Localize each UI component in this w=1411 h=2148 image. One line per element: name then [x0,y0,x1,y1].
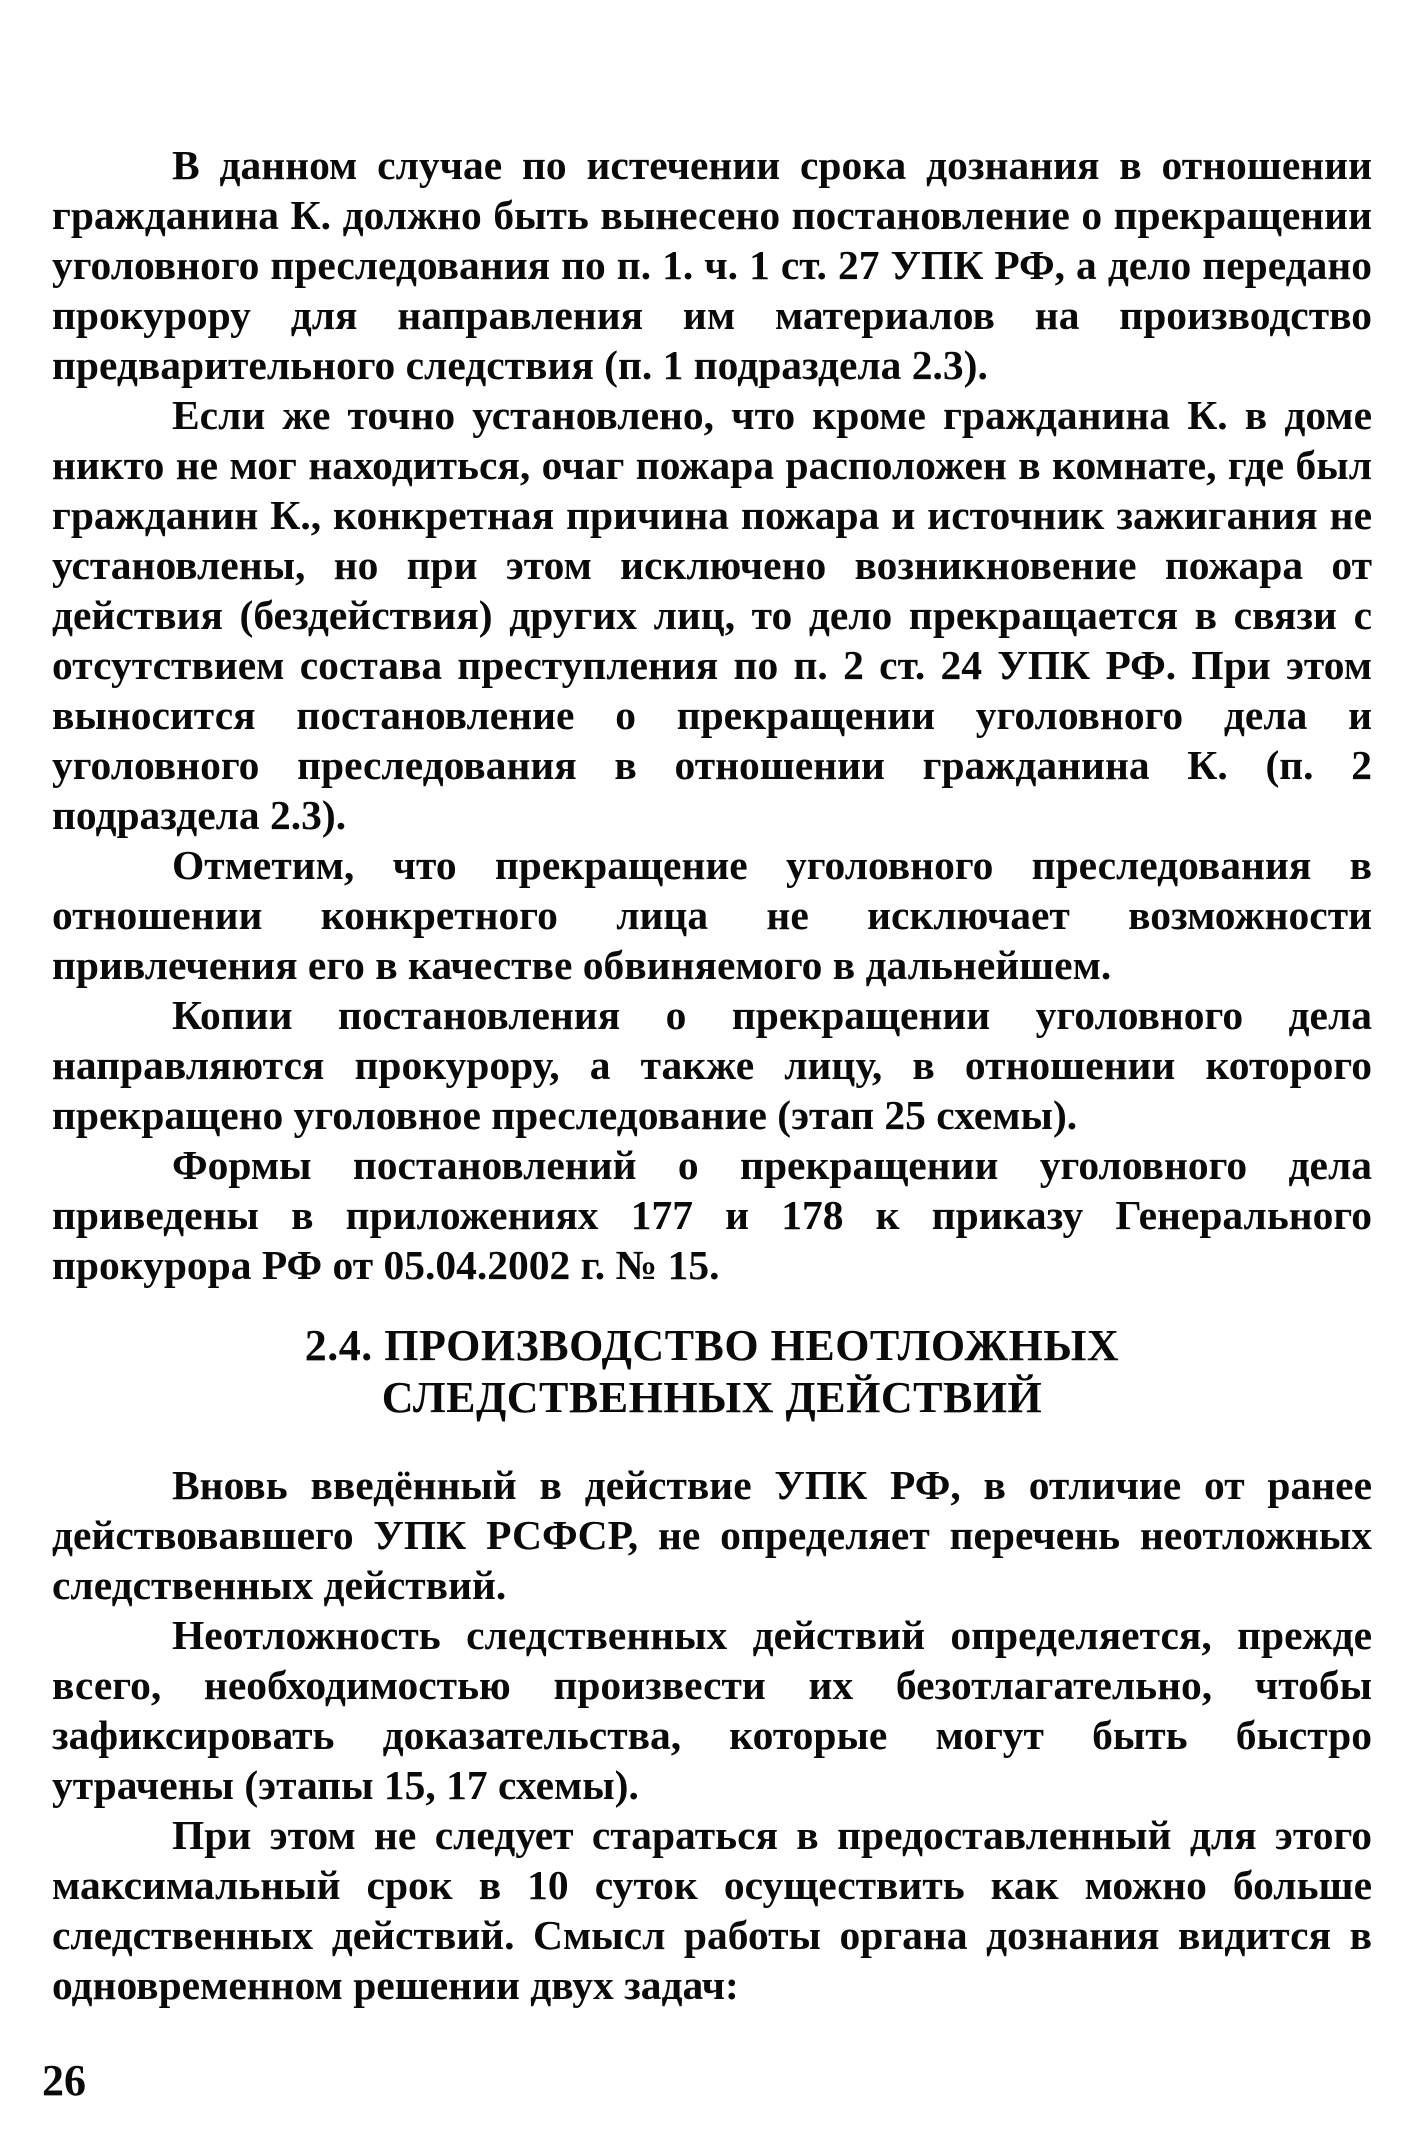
paragraph-urgency-definition: Неотложность следственных действий определяется, прежде всего, необходимостью произвести их безотлагательно, чтобы зафиксировать доказательства, которые могут быть быстро утрачены (этапы 15, 17 схемы). [52,1612,1372,1808]
section-heading [52,1320,1372,1424]
paragraph-copies-of-resolution: Копии постановления о прекращении уголовного дела направляются прокурору, а также лицу, в отношении которого прекращено уголовное преследование (этап 25 схемы). [52,992,1372,1138]
paragraph-note-on-prosecution: Отметим, что прекращение уголовного преследования в отношении конкретного лица не исключает возможности привлечения его в качестве обвиняемого в дальнейшем. [52,842,1372,988]
paragraph-new-code: Вновь введённый в действие УПК РФ, в отличие от ранее действовавшего УПК РСФСР, не определяет перечень неотложных следственных действий. [52,1462,1372,1608]
page-number: 26 [42,2056,86,2105]
section-heading-line-1: 2.4. ПРОИЗВОДСТВО НЕОТЛОЖНЫХ [304,1321,1120,1370]
section-heading-line-2: СЛЕДСТВЕННЫХ ДЕЙСТВИЙ [381,1373,1043,1422]
paragraph-case-dismissal: Если же точно установлено, что кроме гражданина К. в доме никто не мог находиться, очаг пожара расположен в комнате, где был гражданин К., конкретная причина пожара и источник зажигания не установлены, но при этом исключено возникновение пожара от действия (бездействия) других лиц, то дело прекращается в связи с отсутствием состава преступления по п. 2 ст. 24 УПК РФ. При этом выносится постановление о прекращении уголовного дела и уголовного преследования в отношении гражданина К. (п. 2 подраздела 2.3). [52,392,1372,838]
paragraph-ten-day-term: При этом не следует стараться в предоставленный для этого максимальный срок в 10 суток осуществить как можно больше следственных действий. Смысл работы органа дознания видится в одновременном решении двух задач: [52,1812,1372,2008]
document-page [52,140,1372,2010]
paragraph-termination-of-prosecution: В данном случае по истечении срока дознания в отношении гражданина К. должно быть вынесено постановление о прекращении уголовного преследования по п. 1. ч. 1 ст. 27 УПК РФ, а дело передано прокурору для направления им материалов на производство предварительного следствия (п. 1 подраздела 2.3). [52,142,1372,388]
paragraph-resolution-forms: Формы постановлений о прекращении уголовного дела приведены в приложениях 177 и 178 к приказу Генерального прокурора РФ от 05.04.2002 г. № 15. [52,1142,1372,1288]
